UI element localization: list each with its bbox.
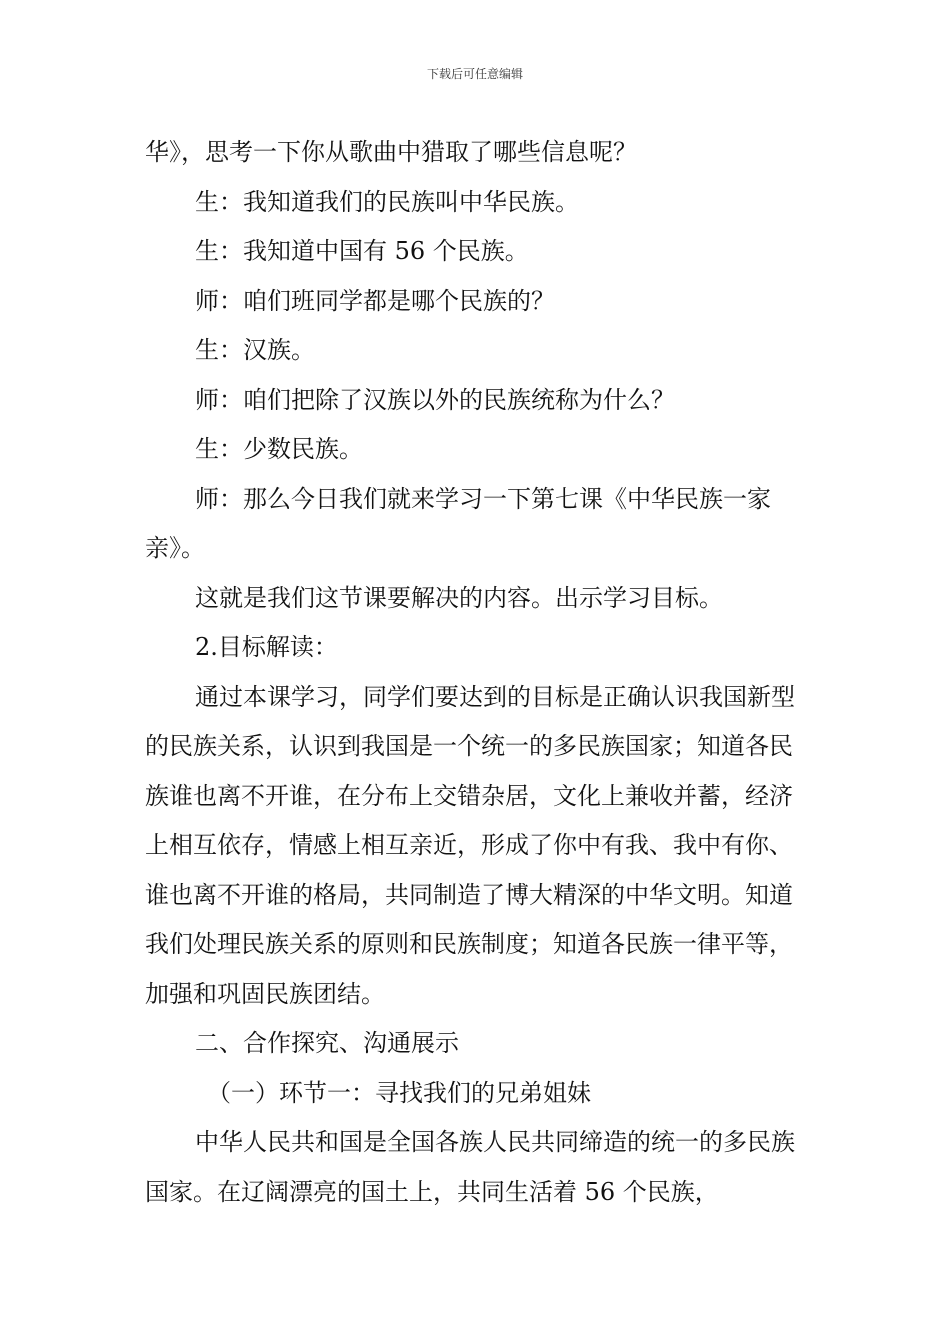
subsection-heading: （一）环节一：寻找我们的兄弟姐妹 bbox=[207, 1078, 591, 1107]
dialogue-line: 生：我知道我们的民族叫中华民族。 bbox=[195, 187, 579, 216]
paragraph: 这就是我们这节课要解决的内容。出示学习目标。 bbox=[195, 583, 723, 612]
paragraph: 通过本课学习，同学们要达到的目标是正确认识我国新型的民族关系，认识到我国是一个统一的多民族国家；知道各民族谁也离不开谁，在分布上交错杂居，文化上兼收并蓄，经济上相互依存，情感上相互亲近，形成了你中有我、我中有你、谁也离不开谁的格局，共同制造了博大精深的中华文明。知道我们处理民族关系的原则和民族制度；知道各民族一律平等，加强和巩固民族团结。 bbox=[145, 682, 795, 1008]
dialogue-line: 生：少数民族。 bbox=[195, 435, 363, 463]
dialogue-line: 生：汉族。 bbox=[195, 336, 315, 364]
paragraph-continuation: 华》，思考一下你从歌曲中猎取了哪些信息呢？ bbox=[145, 138, 637, 166]
document-body bbox=[145, 128, 810, 1217]
dialogue-line: 师：那么今日我们就来学习一下第七课《中华民族一家亲》。 bbox=[145, 484, 771, 562]
section-heading: 二、合作探究、沟通展示 bbox=[195, 1029, 459, 1057]
dialogue-line: 师：咱们把除了汉族以外的民族统称为什么？ bbox=[195, 385, 675, 414]
subsection-heading: 2.目标解读： bbox=[195, 633, 338, 661]
page-header: 下载后可任意编辑 bbox=[426, 67, 523, 81]
dialogue-line: 师：咱们班同学都是哪个民族的？ bbox=[195, 286, 555, 315]
paragraph: 中华人民共和国是全国各族人民共同缔造的统一的多民族国家。在辽阔漂亮的国土上，共同生活着 56 个民族， bbox=[145, 1128, 795, 1206]
dialogue-line: 生：我知道中国有 56 个民族。 bbox=[195, 237, 529, 265]
